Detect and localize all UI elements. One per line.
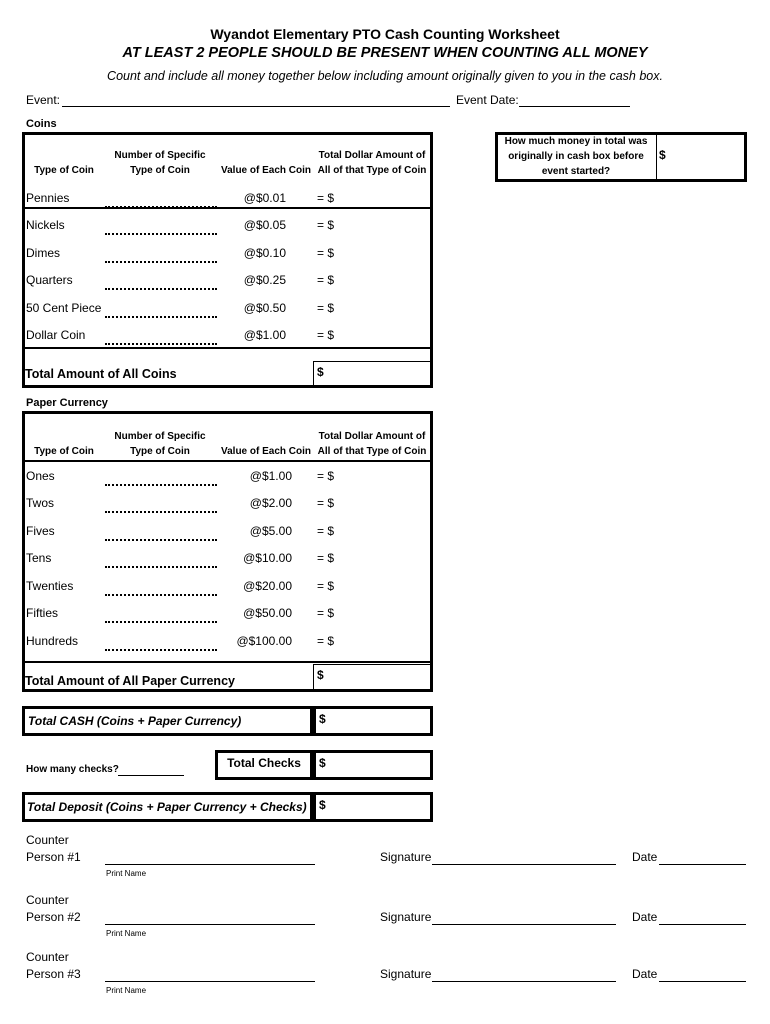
paper-row-total-field[interactable]: = $: [317, 524, 335, 538]
coin-count-field[interactable]: [105, 206, 217, 208]
event-label: Event:: [26, 93, 61, 107]
coins-section-label: Coins: [26, 118, 57, 130]
paper-row-label: Tens: [26, 551, 52, 565]
date-label: Date: [632, 967, 658, 981]
paper-row-value: @$20.00: [243, 579, 292, 593]
paper-row-value: @$50.00: [243, 606, 292, 620]
paper-count-field[interactable]: [105, 511, 217, 513]
coin-row-total-field[interactable]: = $: [317, 273, 335, 287]
total-cash-label: Total CASH (Coins + Paper Currency): [28, 714, 242, 728]
coin-row-total-field[interactable]: = $: [317, 246, 335, 260]
coin-row-value: @$0.50: [243, 301, 286, 315]
counter-line1: Counter: [26, 950, 69, 964]
coin-row-value: @$0.01: [243, 191, 286, 205]
paper-row-label: Ones: [26, 469, 55, 483]
paper-total-field[interactable]: $: [313, 664, 431, 690]
paper-total-divider: [24, 661, 432, 663]
date-label: Date: [632, 850, 658, 864]
coin-row-label: Dollar Coin: [26, 328, 86, 342]
event-date-label: Event Date:: [456, 93, 519, 107]
paper-count-field[interactable]: [105, 566, 217, 568]
coins-total-divider: [24, 347, 432, 349]
page-title: Wyandot Elementary PTO Cash Counting Worksheet: [210, 26, 560, 42]
total-deposit-label: Total Deposit (Coins + Paper Currency + Checks): [27, 800, 307, 814]
coin-row-total-field[interactable]: = $: [317, 328, 335, 342]
subtitle-text: Count and include all money together below including amount originally given to you in the cash box.: [107, 69, 663, 83]
paper-col-number: Number of Specific Type of Coin: [114, 431, 206, 457]
event-field[interactable]: [62, 106, 450, 107]
paper-row-label: Fives: [26, 524, 55, 538]
coins-col-total: Total Dollar Amount of All of that Type of Coin: [317, 150, 427, 176]
cashbox-divider: [656, 134, 657, 180]
coin-count-field[interactable]: [105, 316, 217, 318]
signature-label: Signature: [380, 967, 432, 981]
coins-total-label: Total Amount of All Coins: [25, 367, 177, 381]
event-date-field[interactable]: [519, 106, 630, 107]
coin-row-total-field[interactable]: = $: [317, 191, 335, 205]
paper-count-field[interactable]: [105, 594, 217, 596]
counter-line2: Person #3: [26, 967, 81, 981]
coin-row-label: Pennies: [26, 191, 70, 205]
paper-count-field[interactable]: [105, 621, 217, 623]
paper-row-label: Twos: [26, 496, 55, 510]
counter-line1: Counter: [26, 893, 69, 907]
coin-row-total-field[interactable]: = $: [317, 218, 335, 232]
paper-col-type: Type of Coin: [34, 446, 94, 457]
paper-section-label: Paper Currency: [26, 397, 108, 409]
cashbox-question: How much money in total was originally in cash box before event started?: [504, 136, 648, 177]
coins-col-value: Value of Each Coin: [220, 165, 312, 176]
coins-total-field[interactable]: $: [313, 361, 431, 386]
signature-label: Signature: [380, 910, 432, 924]
coin-row-value: @$0.25: [243, 273, 286, 287]
signature-field[interactable]: [432, 924, 616, 925]
paper-row-value: @$1.00: [249, 469, 292, 483]
paper-row-total-field[interactable]: = $: [317, 606, 335, 620]
coin-row-value: @$1.00: [243, 328, 286, 342]
paper-col-total: Total Dollar Amount of All of that Type of Coin: [317, 431, 427, 457]
date-field[interactable]: [659, 864, 746, 865]
paper-row-total-field[interactable]: = $: [317, 496, 335, 510]
signature-field[interactable]: [432, 864, 616, 865]
coins-col-type: Type of Coin: [34, 165, 94, 176]
coins-col-number: Number of Specific Type of Coin: [114, 150, 206, 176]
total-checks-field[interactable]: $: [313, 750, 433, 780]
paper-row-total-field[interactable]: = $: [317, 579, 335, 593]
paper-row-value: @$2.00: [249, 496, 292, 510]
total-checks-label: Total Checks: [227, 756, 301, 770]
paper-row-total-field[interactable]: = $: [317, 469, 335, 483]
coin-row-value: @$0.05: [243, 218, 286, 232]
signature-field[interactable]: [432, 981, 616, 982]
print-name-label: Print Name: [106, 929, 147, 938]
paper-row-value: @$5.00: [249, 524, 292, 538]
paper-row-total-field[interactable]: = $: [317, 634, 335, 648]
coin-count-field[interactable]: [105, 288, 217, 290]
date-label: Date: [632, 910, 658, 924]
coin-row-total-field[interactable]: = $: [317, 301, 335, 315]
counter-line2: Person #2: [26, 910, 81, 924]
paper-count-field[interactable]: [105, 484, 217, 486]
print-name-field[interactable]: [105, 981, 315, 982]
print-name-label: Print Name: [106, 869, 147, 878]
coin-row-label: Quarters: [26, 273, 73, 287]
paper-total-label: Total Amount of All Paper Currency: [25, 674, 235, 688]
paper-row-value: @$10.00: [243, 551, 292, 565]
cashbox-amount-field[interactable]: $: [659, 148, 666, 162]
paper-row-label: Twenties: [26, 579, 74, 593]
coin-row-value: @$0.10: [243, 246, 286, 260]
total-deposit-field[interactable]: $: [313, 792, 433, 822]
print-name-label: Print Name: [106, 986, 147, 995]
total-cash-field[interactable]: $: [313, 706, 433, 736]
coin-count-field[interactable]: [105, 233, 217, 235]
date-field[interactable]: [659, 981, 746, 982]
signature-label: Signature: [380, 850, 432, 864]
checks-count-label: How many checks?: [26, 764, 119, 775]
paper-count-field[interactable]: [105, 539, 217, 541]
paper-row-total-field[interactable]: = $: [317, 551, 335, 565]
coin-row-label: Nickels: [26, 218, 65, 232]
checks-count-field[interactable]: [118, 775, 184, 776]
paper-row-label: Fifties: [26, 606, 59, 620]
coin-count-field[interactable]: [105, 261, 217, 263]
paper-row-value: @$100.00: [236, 634, 292, 648]
coins-header-divider: [24, 207, 432, 209]
paper-count-field[interactable]: [105, 649, 217, 651]
date-field[interactable]: [659, 924, 746, 925]
paper-row-label: Hundreds: [26, 634, 79, 648]
counter-line1: Counter: [26, 833, 69, 847]
print-name-field[interactable]: [105, 864, 315, 865]
coin-count-field[interactable]: [105, 343, 217, 345]
paper-header-divider: [24, 460, 432, 462]
paper-col-value: Value of Each Coin: [220, 446, 312, 457]
print-name-field[interactable]: [105, 924, 315, 925]
warning-text: AT LEAST 2 PEOPLE SHOULD BE PRESENT WHEN COUNTING ALL MONEY: [122, 45, 648, 61]
coin-row-label: Dimes: [26, 246, 61, 260]
coin-row-label: 50 Cent Piece: [26, 301, 102, 315]
counter-line2: Person #1: [26, 850, 81, 864]
